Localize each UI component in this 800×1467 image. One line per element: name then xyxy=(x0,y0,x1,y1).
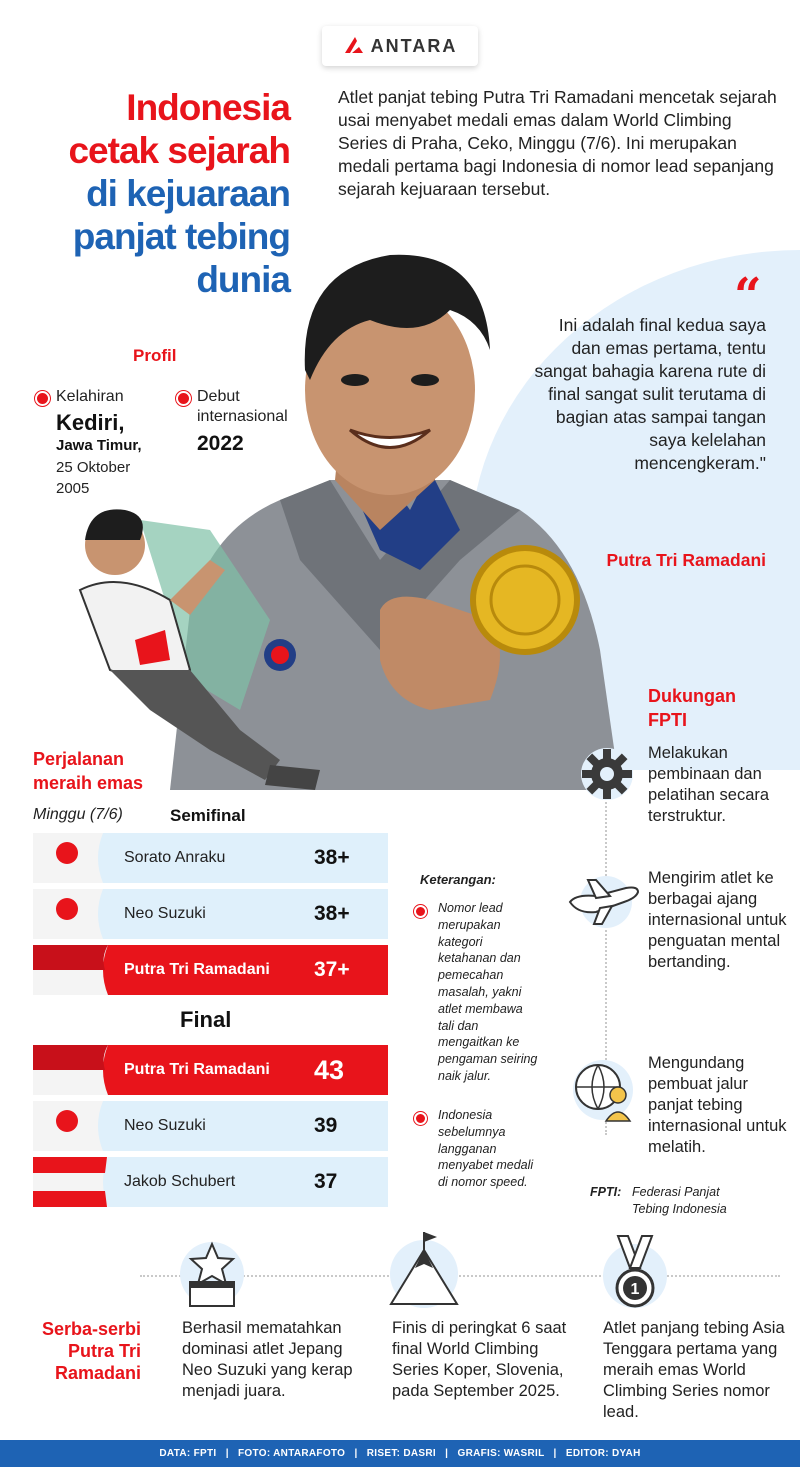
quote-mark-icon: “ xyxy=(734,268,762,324)
credits-footer xyxy=(0,1440,800,1467)
support-item: Mengirim atlet ke berbagai ajang internasional untuk penguatan mental bertanding. xyxy=(648,869,787,971)
support-item: Melakukan pembinaan dan pelatihan secara terstruktur. xyxy=(648,744,770,825)
flag-cell xyxy=(33,945,113,995)
antara-logo-icon xyxy=(343,35,365,57)
headline-line: Indonesia xyxy=(126,87,290,128)
result-row xyxy=(33,889,388,939)
note-item: Nomor lead merupakan kategori ketahanan dan pemecahan masalah, yakni atlet membawa tali dan mengaitkan ke pengaman seiring naik jalur. xyxy=(438,901,538,1083)
athlete-score: 43 xyxy=(314,1054,345,1085)
austria-flag-icon xyxy=(33,1157,113,1207)
headline-line: dunia xyxy=(196,259,290,300)
japan-flag-icon xyxy=(33,889,113,939)
bullet-icon xyxy=(414,1112,427,1125)
indonesia-flag-icon xyxy=(33,1045,113,1095)
debut-year: 2022 xyxy=(197,432,244,455)
bullet-icon xyxy=(414,905,427,918)
notes-heading: Keterangan: xyxy=(420,872,496,887)
birth-date: 25 Oktober 2005 xyxy=(56,459,131,497)
result-row xyxy=(33,945,388,995)
result-row xyxy=(33,1157,388,1207)
flag-cell xyxy=(33,1157,113,1207)
bullet-icon xyxy=(176,391,191,406)
athlete-name: Sorato Anraku xyxy=(124,849,226,866)
athlete-score: 39 xyxy=(314,1114,338,1137)
credits-text: DATA: FPTI | FOTO: ANTARAFOTO | RISET: DASRI | GRAFIS: WASRIL | EDITOR: DYAH xyxy=(159,1448,641,1459)
abbreviation-note xyxy=(590,1184,752,1218)
globe-person-icon xyxy=(568,1055,638,1125)
flag-cell xyxy=(33,889,113,939)
note-item: Indonesia sebelumnya langganan menyabet medali di nomor speed. xyxy=(438,1108,534,1190)
birth-city: Kediri, xyxy=(56,410,125,435)
indonesia-flag-icon xyxy=(33,945,113,995)
japan-flag-icon xyxy=(33,1101,113,1151)
athlete-name: Neo Suzuki xyxy=(124,905,206,922)
intro-paragraph: Atlet panjat tebing Putra Tri Ramadani mencetak sejarah usai menyabet medali emas dalam World Climbing Series di Praha, Ceko, Minggu (7/6). Ini merupakan medali pertama bagi Indonesia di nomor lead sepanjang sejarah kejuaraan tersebut. xyxy=(338,87,777,199)
final-label: Final xyxy=(180,1007,232,1032)
support-item: Mengundang pembuat jalur panjat tebing internasional untuk melatih. xyxy=(648,1054,787,1156)
bullet-icon xyxy=(35,391,50,406)
athlete-name: Putra Tri Ramadani xyxy=(124,961,270,978)
birth-label: Kelahiran xyxy=(56,388,124,405)
trivia-item: Atlet panjang tebing Asia Tenggara pertama yang meraih emas World Climbing Series nomor lead. xyxy=(603,1319,785,1421)
airplane-icon xyxy=(566,868,642,932)
quote-author: Putra Tri Ramadani xyxy=(606,550,766,570)
trivia-item: Berhasil mematahkan dominasi atlet Jepang Neo Suzuki yang kerap menjadi juara. xyxy=(182,1319,353,1400)
svg-text:1: 1 xyxy=(630,1281,640,1298)
trivia-heading: Serba-serbi Putra Tri Ramadani xyxy=(41,1319,141,1383)
headline-line: di kejuaraan xyxy=(86,173,290,214)
result-row xyxy=(33,1045,388,1095)
flag-cell xyxy=(33,833,113,883)
result-row xyxy=(33,1101,388,1151)
athlete-name: Neo Suzuki xyxy=(124,1117,206,1134)
result-row xyxy=(33,833,388,883)
debut-label: Debut internasional xyxy=(197,388,288,425)
trivia-item: Finis di peringkat 6 saat final World Climbing Series Koper, Slovenia, pada September 2025. xyxy=(392,1319,567,1400)
podium-star-icon xyxy=(176,1238,248,1310)
flag-cell xyxy=(33,1045,113,1095)
japan-flag-icon xyxy=(33,833,113,883)
support-heading: Dukungan FPTI xyxy=(648,686,736,730)
journey-date: Minggu (7/6) xyxy=(33,806,123,823)
medal-icon xyxy=(598,1232,672,1312)
birth-region: Jawa Timur, xyxy=(56,437,142,454)
antara-logo xyxy=(322,26,478,66)
athlete-name: Putra Tri Ramadani xyxy=(124,1061,270,1078)
athlete-name: Jakob Schubert xyxy=(124,1173,236,1190)
athlete-score: 37+ xyxy=(314,958,350,981)
athlete-score: 37 xyxy=(314,1170,338,1193)
abbreviation-key: FPTI: xyxy=(590,1185,622,1199)
athlete-score: 38+ xyxy=(314,846,350,869)
athlete-score: 38+ xyxy=(314,902,350,925)
headline-line: cetak sejarah xyxy=(68,130,290,171)
logo-text: ANTARA xyxy=(370,35,458,56)
journey-heading: Perjalanan meraih emas xyxy=(33,749,144,793)
gear-icon xyxy=(578,745,636,803)
profile-heading: Profil xyxy=(133,346,177,365)
flag-cell xyxy=(33,1101,113,1151)
quote-text: Ini adalah final kedua saya dan emas pertama, tentu sangat bahagia karena rute di final sangat sulit terutama di bagian atas sampai tangan saya kelelahan mencengkeram." xyxy=(534,315,766,473)
headline-line: panjat tebing xyxy=(72,216,290,257)
mountain-flag-icon xyxy=(385,1228,463,1312)
semifinal-label: Semifinal xyxy=(170,806,246,825)
abbreviation-value: Federasi Panjat Tebing Indonesia xyxy=(632,1185,727,1216)
